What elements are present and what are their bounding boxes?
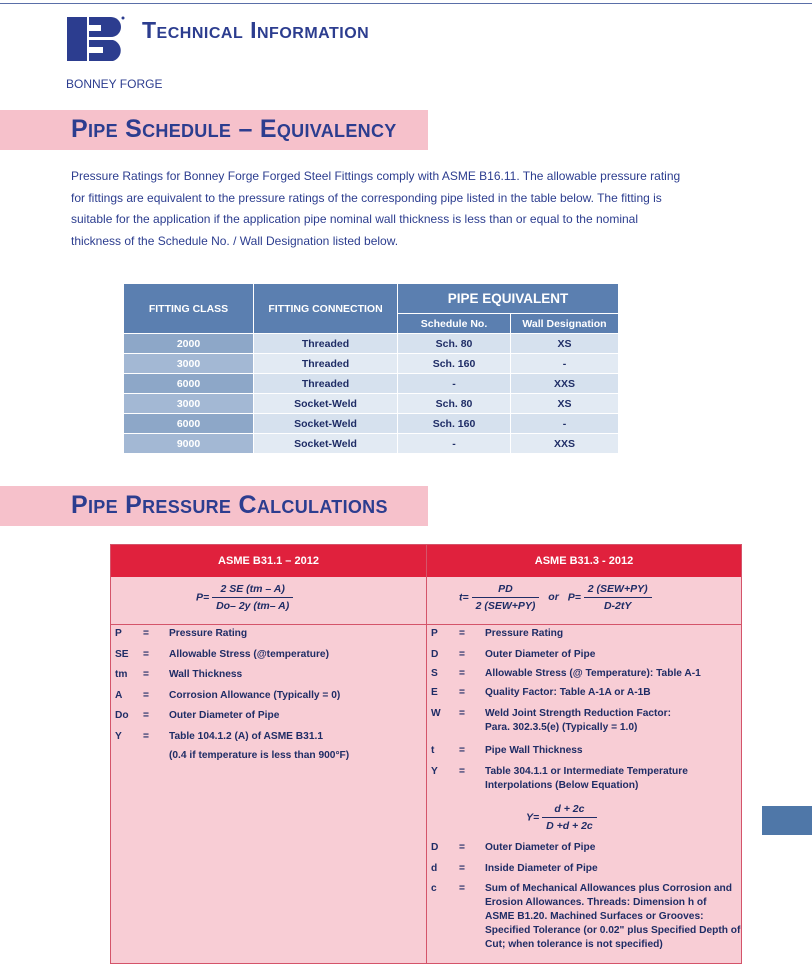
cell-wall: XXS (511, 434, 619, 454)
formula-p-fraction (584, 583, 652, 612)
list-item (431, 628, 737, 649)
variable-list-b31-1 (115, 628, 415, 766)
cell-schedule: - (398, 434, 511, 454)
formula-y-denominator: D +d + 2c (546, 820, 593, 832)
calc-header-b31-1: ASME B31.1 – 2012 (111, 545, 426, 577)
header-wall-designation: Wall Designation (511, 314, 619, 334)
variable-list-b31-3-b (431, 745, 737, 794)
equals-sign: = (143, 689, 149, 701)
list-item (431, 687, 737, 708)
variable-definition: Pressure Rating (485, 628, 564, 639)
formula-t-numerator: PD (472, 583, 540, 598)
calc-header-b31-3: ASME B31.3 - 2012 (427, 545, 741, 577)
formula-t-denominator: 2 (SEW+PY) (475, 600, 536, 612)
variable-definition: Quality Factor: Table A-1A or A-1B (485, 686, 651, 698)
formula-y (526, 803, 597, 832)
variable-definition: Wall Thickness (169, 669, 243, 680)
variable-definition: ASME B1.20. Machined Surfaces or Grooves: (485, 911, 704, 922)
variable-definition: Interpolations (Below Equation) (485, 780, 639, 791)
variable-list-b31-3-c (431, 842, 741, 953)
formula-p-numerator: 2 (SEW+PY) (584, 583, 652, 598)
list-item (431, 668, 737, 687)
cell-class: 6000 (124, 374, 254, 394)
formula-b31-3 (459, 583, 652, 612)
cell-wall: - (511, 414, 619, 434)
list-item (115, 710, 415, 731)
header-pipe-equivalent: PIPE EQUIVALENT (398, 284, 619, 314)
variable-definition: Para. 302.3.5(e) (Typically = 1.0) (485, 721, 638, 733)
equals-sign: = (459, 667, 465, 679)
variable-symbol: W (431, 707, 441, 719)
list-item (431, 925, 741, 939)
variable-symbol: D (431, 648, 439, 660)
table-row (124, 374, 619, 394)
list-item (431, 863, 737, 884)
variable-definition: Cut; when tolerance is not specified) (485, 939, 663, 950)
formula-b31-1 (196, 583, 293, 612)
cell-schedule: Sch. 160 (398, 414, 511, 434)
equals-sign: = (459, 648, 465, 660)
table-row (124, 354, 619, 374)
cell-wall: XXS (511, 374, 619, 394)
variable-definition: Sum of Mechanical Allowances plus Corrosion and (485, 883, 732, 894)
equals-sign: = (143, 669, 149, 680)
variable-definition: Pressure Rating (169, 628, 248, 639)
list-item (115, 669, 415, 690)
cell-schedule: Sch. 160 (398, 354, 511, 374)
formula-divider (111, 624, 741, 625)
cell-connection: Threaded (254, 354, 398, 374)
equals-sign: = (459, 745, 465, 756)
variable-list-b31-3-a (431, 628, 737, 736)
calculations-box (110, 544, 742, 964)
header-fitting-connection: FITTING CONNECTION (254, 284, 398, 334)
list-item (431, 883, 737, 897)
cell-class: 6000 (124, 414, 254, 434)
equals-sign: = (143, 710, 149, 721)
cell-class: 3000 (124, 394, 254, 414)
variable-definition: Specified Tolerance (or 0.02" plus Specified Depth of (485, 925, 741, 936)
cell-connection: Threaded (254, 374, 398, 394)
equals-sign: = (143, 730, 149, 742)
variable-definition: Outer Diameter of Pipe (485, 842, 596, 853)
equals-sign: = (143, 648, 149, 660)
cell-wall: - (511, 354, 619, 374)
intro-paragraph: Pressure Ratings for Bonney Forge Forged Steel Fittings comply with ASME B16.11. The allowable pressure rating for fittings are equivalent to the pressure ratings of the corresponding pipe listed in the table below. The fitting is suitable for the application if the application pipe nominal wall thickness is less than or equal to the nominal thickness of the Schedule No. / Wall Designation listed below. (71, 169, 681, 249)
variable-symbol: S (431, 667, 438, 679)
variable-definition: Erosion Allowances. Threads: Dimension h of (485, 897, 707, 908)
list-item (431, 939, 737, 953)
variable-symbol: c (431, 883, 437, 894)
list-item (115, 731, 415, 750)
variable-symbol: E (431, 686, 438, 698)
equals-sign: = (143, 628, 149, 639)
equals-sign: = (459, 628, 465, 639)
variable-definition: Outer Diameter of Pipe (485, 648, 596, 660)
list-item (431, 649, 737, 668)
list-item (431, 745, 737, 766)
variable-symbol: A (115, 689, 123, 701)
page-title: Technical Information (142, 17, 370, 43)
formula-y-fraction (542, 803, 597, 832)
equals-sign: = (459, 862, 465, 874)
formula-fraction (212, 583, 293, 612)
formula-p-lhs: P= (567, 591, 581, 604)
formula-p-denominator: D-2tY (603, 600, 632, 612)
brand-name: BONNEY FORGE (66, 77, 163, 91)
variable-definition: Table 304.1.1 or Intermediate Temperature (485, 766, 688, 777)
variable-symbol: SE (115, 648, 129, 660)
table-row (124, 334, 619, 354)
variable-symbol: Y (115, 730, 122, 742)
equals-sign: = (459, 686, 465, 698)
equals-sign: = (459, 842, 465, 853)
variable-definition: Outer Diameter of Pipe (169, 710, 280, 721)
variable-symbol: D (431, 842, 439, 853)
cell-schedule: Sch. 80 (398, 334, 511, 354)
list-item (431, 842, 737, 863)
list-item (115, 649, 415, 670)
cell-class: 2000 (124, 334, 254, 354)
variable-symbol: Do (115, 710, 129, 721)
cell-connection: Socket-Weld (254, 414, 398, 434)
cell-class: 3000 (124, 354, 254, 374)
variable-symbol: P (431, 628, 438, 639)
section-title-calculations: Pipe Pressure Calculations (71, 491, 388, 519)
top-rule (0, 3, 812, 4)
formula-denominator: Do– 2y (tm– A) (216, 600, 290, 612)
bonney-forge-logo-icon (67, 15, 125, 63)
header-schedule-no: Schedule No. (398, 314, 511, 334)
formula-t-lhs: t= (459, 591, 469, 604)
formula-y-numerator: d + 2c (542, 803, 597, 818)
cell-class: 9000 (124, 434, 254, 454)
table-row (124, 434, 619, 454)
variable-definition: Weld Joint Strength Reduction Factor: (485, 707, 672, 719)
list-item (115, 750, 415, 766)
list-item (431, 911, 737, 925)
variable-definition: Inside Diameter of Pipe (485, 862, 598, 874)
cell-wall: XS (511, 394, 619, 414)
variable-symbol: P (115, 628, 122, 639)
formula-t-fraction (472, 583, 540, 612)
cell-schedule: - (398, 374, 511, 394)
cell-schedule: Sch. 80 (398, 394, 511, 414)
equals-sign: = (459, 883, 465, 894)
side-page-tab (762, 806, 812, 835)
variable-definition: Corrosion Allowance (Typically = 0) (169, 689, 341, 701)
column-divider (426, 545, 427, 963)
equals-sign: = (459, 707, 465, 719)
header-fitting-class: FITTING CLASS (124, 284, 254, 334)
cell-connection: Socket-Weld (254, 394, 398, 414)
formula-lhs: P= (196, 591, 210, 604)
section-title-schedule: Pipe Schedule – Equivalency (71, 115, 397, 143)
table-row (124, 394, 619, 414)
list-item (115, 628, 415, 649)
formula-or: or (548, 591, 559, 604)
variable-symbol: d (431, 862, 438, 874)
list-item (431, 897, 737, 911)
variable-definition: Table 104.1.2 (A) of ASME B31.1 (169, 730, 323, 742)
variable-definition: Allowable Stress (@ Temperature): Table A-1 (485, 667, 701, 679)
variable-definition: Allowable Stress (@temperature) (169, 648, 329, 660)
pipe-schedule-table (123, 283, 619, 454)
table-row (124, 414, 619, 434)
variable-symbol: tm (115, 669, 128, 680)
equals-sign: = (459, 766, 465, 777)
list-item (431, 708, 737, 722)
variable-symbol: t (431, 745, 435, 756)
cell-connection: Threaded (254, 334, 398, 354)
cell-wall: XS (511, 334, 619, 354)
variable-definition: Pipe Wall Thickness (485, 745, 583, 756)
list-item (431, 780, 737, 794)
formula-y-lhs: Y= (526, 811, 540, 824)
list-item (115, 690, 415, 711)
list-item (431, 722, 737, 736)
variable-definition: (0.4 if temperature is less than 900°F) (169, 749, 350, 761)
formula-numerator: 2 SE (tm – A) (212, 583, 293, 598)
variable-symbol: Y (431, 766, 438, 777)
cell-connection: Socket-Weld (254, 434, 398, 454)
list-item (431, 766, 737, 780)
